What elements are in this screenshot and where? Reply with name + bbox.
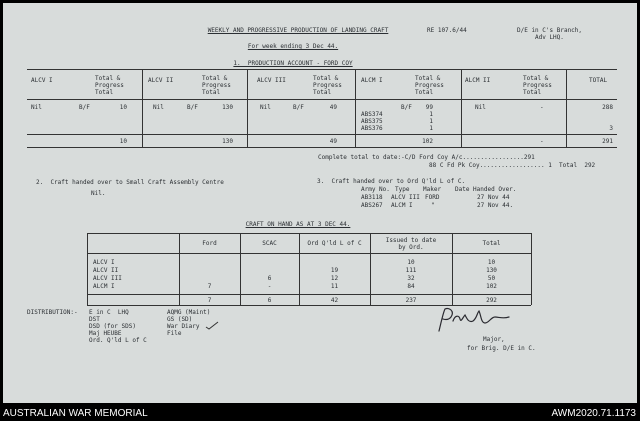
c2-value: 130 xyxy=(222,104,233,111)
s3-army-no: AB3118 xyxy=(361,194,383,201)
c5-dash: - xyxy=(540,104,544,111)
alcm-item-qty: 1 xyxy=(429,118,433,125)
s3-header-date: Date Handed Over. xyxy=(455,186,517,193)
s3-maker: FORD xyxy=(425,194,440,201)
s3-header-type: Type xyxy=(395,186,410,193)
c6-value: 288 xyxy=(602,104,613,111)
col-type-1: ALCV I xyxy=(31,77,53,84)
tick-mark-icon xyxy=(205,321,219,330)
total-c4: 102 xyxy=(422,138,433,145)
col-total-header: TOTAL xyxy=(589,77,608,84)
alcm-item-no: ABS376 xyxy=(361,125,383,132)
section2-heading: 2. Craft handed over to Small Craft Assembly Centre xyxy=(36,179,224,186)
oh-ord: 19 xyxy=(330,267,339,274)
oh-ord: 12 xyxy=(330,275,339,282)
document-subtitle: For week ending 3 Dec 44. xyxy=(247,43,339,50)
oh-issued: 84 xyxy=(407,283,415,290)
oh-type: ALCV II xyxy=(93,267,119,274)
section2-value: Nil. xyxy=(91,190,106,197)
oh-ord: 11 xyxy=(330,283,339,290)
c4-value: 99 xyxy=(425,104,433,111)
handwritten-signature xyxy=(433,305,513,335)
dist-item: E in C LHQ xyxy=(89,309,129,316)
section3-heading: 3. Craft handed over to Ord Q'ld L of C. xyxy=(317,178,466,185)
c3-nil: Nil xyxy=(260,104,271,111)
s3-date: 27 Nov 44. xyxy=(477,202,514,209)
oh-header-ford: Ford xyxy=(202,240,217,247)
total-c2: 130 xyxy=(222,138,233,145)
dist-item: Maj HEUBE xyxy=(89,330,122,337)
col-type-4: ALCM I xyxy=(361,77,383,84)
dist-item: File xyxy=(167,330,182,337)
distribution-label: DISTRIBUTION:- xyxy=(27,309,78,316)
col-tp-2: Total & Progress Total xyxy=(202,75,231,96)
document-ref: RE 107.6/44 xyxy=(427,27,467,34)
oh-header-scac: SCAC xyxy=(262,240,277,247)
total-c3: 49 xyxy=(329,138,337,145)
oh-total-ford: 7 xyxy=(207,297,212,304)
oh-header-ord: Ord Q'ld L of C xyxy=(307,240,362,247)
s3-header-maker: Maker xyxy=(423,186,442,193)
c2-nil: Nil xyxy=(153,104,164,111)
s3-type: ALCM I xyxy=(391,202,413,209)
c3-bf: B/F xyxy=(293,104,304,111)
footer-accession-number: AWM2020.71.1173 xyxy=(551,408,636,419)
total-extra: 3 xyxy=(609,125,613,132)
c5-nil: Nil xyxy=(475,104,486,111)
oh-type: ALCV III xyxy=(93,275,122,282)
oh-type: ALCV I xyxy=(93,259,115,266)
col-tp-4: Total & Progress Total xyxy=(415,75,444,96)
oh-header-issued: Issued to date by Ord. xyxy=(385,237,437,251)
complete-line-2: 88 C Fd Pk Coy.................. 1 Total 292 xyxy=(429,162,596,169)
oh-scac: 6 xyxy=(267,275,272,282)
dist-item: DSD (for SDS) xyxy=(89,323,136,330)
dist-item: GS (SD) xyxy=(167,316,193,323)
oh-total-ord: 42 xyxy=(330,297,339,304)
footer-institution: AUSTRALIAN WAR MEMORIAL xyxy=(3,408,148,419)
alcm-item-no: ABS374 xyxy=(361,111,383,118)
total-c5: - xyxy=(540,138,544,145)
oh-total: 102 xyxy=(486,283,497,290)
document-sheet xyxy=(3,3,637,403)
s3-army-no: ABS267 xyxy=(361,202,383,209)
oh-total: 50 xyxy=(487,275,496,282)
s3-date: 27 Nov 44 xyxy=(477,194,510,201)
s3-maker: " xyxy=(431,202,435,209)
complete-line-1: Complete total to date:-C/D Ford Coy A/c.................291 xyxy=(318,154,535,161)
oh-total: 10 xyxy=(487,259,496,266)
s3-header-army: Army No. xyxy=(361,186,390,193)
oh-total-total: 292 xyxy=(486,297,497,304)
oh-issued: 10 xyxy=(407,259,415,266)
c2-bf: B/F xyxy=(187,104,198,111)
oh-issued: 32 xyxy=(407,275,415,282)
dist-item: DST xyxy=(89,316,100,323)
oh-header-total: Total xyxy=(482,240,501,247)
alcm-item-qty: 1 xyxy=(429,125,433,132)
s3-type: ALCV III xyxy=(391,194,420,201)
branch-line-1: D/E in C's Branch, xyxy=(517,27,583,34)
document-title: WEEKLY AND PROGRESSIVE PRODUCTION OF LANDING CRAFT xyxy=(207,27,389,34)
oh-type: ALCM I xyxy=(93,283,115,290)
oh-total-issued: 237 xyxy=(405,297,417,304)
branch-line-2: Adv LHQ. xyxy=(535,34,564,41)
c1-value: 10 xyxy=(119,104,127,111)
dist-item: AQMG (Maint) xyxy=(167,309,211,316)
col-type-2: ALCV II xyxy=(148,77,174,84)
onhand-heading: CRAFT ON HAND AS AT 3 DEC 44. xyxy=(245,221,351,228)
signature-for: for Brig. D/E in C. xyxy=(467,345,536,352)
c3-value: 49 xyxy=(329,104,337,111)
signature-rank: Major, xyxy=(483,336,505,343)
oh-total: 130 xyxy=(486,267,497,274)
col-type-5: ALCM II xyxy=(465,77,491,84)
dist-item: Ord. Q'ld L of C xyxy=(89,337,147,344)
oh-ford: 7 xyxy=(207,283,212,290)
total-c6: 291 xyxy=(602,138,613,145)
alcm-item-qty: 1 xyxy=(429,111,433,118)
production-heading: 1. PRODUCTION ACCOUNT - FORD COY xyxy=(233,60,353,67)
col-tp-1: Total & Progress Total xyxy=(95,75,124,96)
dist-item: War Diary xyxy=(167,323,200,330)
oh-scac: - xyxy=(267,283,272,290)
c1-bf: B/F xyxy=(79,104,90,111)
col-tp-3: Total & Progress Total xyxy=(313,75,342,96)
total-c1: 10 xyxy=(119,138,127,145)
c4-bf: B/F xyxy=(401,104,412,111)
footer-bar xyxy=(0,404,640,421)
c1-nil: Nil xyxy=(31,104,42,111)
oh-total-scac: 6 xyxy=(267,297,272,304)
col-tp-5: Total & Progress Total xyxy=(523,75,552,96)
oh-issued: 111 xyxy=(405,267,417,274)
alcm-item-no: ABS375 xyxy=(361,118,383,125)
col-type-3: ALCV III xyxy=(257,77,286,84)
